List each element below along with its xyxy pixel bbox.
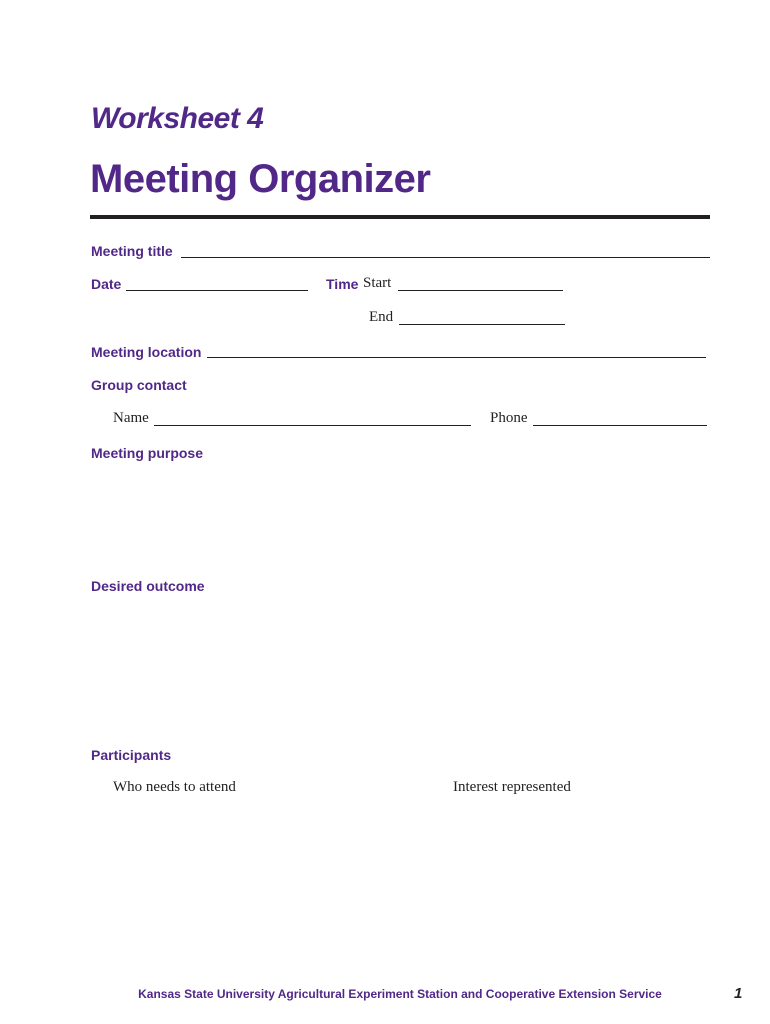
participants-area[interactable] xyxy=(91,802,710,962)
meeting-title-field[interactable] xyxy=(181,257,710,258)
desired-outcome-area[interactable] xyxy=(91,601,710,741)
page-number: 1 xyxy=(734,985,743,1002)
phone-field[interactable] xyxy=(533,425,707,426)
start-time-field[interactable] xyxy=(398,290,563,291)
name-label: Name xyxy=(113,410,149,426)
meeting-location-label: Meeting location xyxy=(91,344,202,360)
start-label: Start xyxy=(363,275,392,291)
page-title: Meeting Organizer xyxy=(90,157,431,201)
meeting-title-label: Meeting title xyxy=(91,243,173,259)
meeting-purpose-label: Meeting purpose xyxy=(91,445,204,461)
name-field[interactable] xyxy=(154,425,471,426)
worksheet-label: Worksheet 4 xyxy=(91,102,264,135)
date-field[interactable] xyxy=(126,290,308,291)
group-contact-label: Group contact xyxy=(91,377,187,393)
participants-label: Participants xyxy=(91,747,172,763)
time-label: Time xyxy=(326,276,359,292)
end-label: End xyxy=(369,309,394,325)
title-divider xyxy=(90,215,710,219)
meeting-location-field[interactable] xyxy=(207,357,706,358)
footer-text: Kansas State University Agricultural Experiment Station and Cooperative Extension Service xyxy=(138,987,662,1001)
who-needs-to-attend-label: Who needs to attend xyxy=(113,779,236,795)
desired-outcome-label: Desired outcome xyxy=(91,578,205,594)
end-time-field[interactable] xyxy=(399,324,565,325)
date-label: Date xyxy=(91,276,122,292)
phone-label: Phone xyxy=(490,410,528,426)
meeting-purpose-area[interactable] xyxy=(91,468,710,568)
interest-represented-label: Interest represented xyxy=(453,779,571,795)
